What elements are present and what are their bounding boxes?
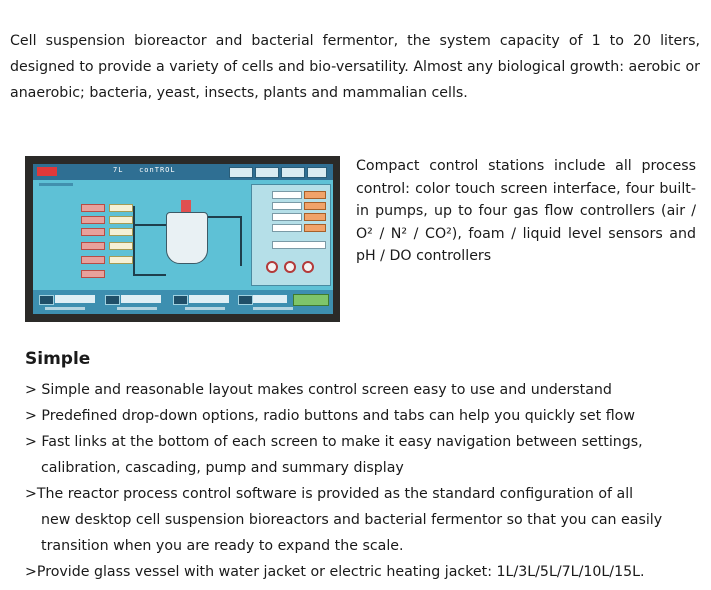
process-tag: [81, 204, 105, 212]
screen-title: 7L conTROL: [113, 166, 176, 174]
process-line: [133, 274, 166, 276]
parameter-field: [272, 202, 302, 210]
vessel-motor: [181, 200, 191, 212]
process-tag: [109, 242, 133, 250]
touch-screen-display: [33, 164, 333, 314]
section-heading: Simple: [25, 349, 91, 369]
screen-nav-field: [189, 295, 229, 303]
parameter-panel: [251, 184, 331, 286]
screen-confirm-button: [293, 294, 329, 306]
process-tag: [81, 242, 105, 250]
screen-nav-label: [45, 307, 85, 310]
pressure-gauge-icon: [266, 261, 278, 273]
parameter-field: [272, 191, 302, 199]
parameter-field: [272, 224, 302, 232]
process-line: [240, 216, 242, 266]
screen-nav-label: [253, 307, 293, 310]
process-tag: [109, 204, 133, 212]
screen-nav-field: [55, 295, 95, 303]
parameter-field: [272, 241, 326, 249]
screen-tab-button: [307, 167, 327, 178]
feature-item: >The reactor process control software is provided as the standard configuration of all new desktop cell suspension bioreactors and bacterial fermentor so that you can easily transition when you are ready to expand the scale.: [25, 486, 663, 554]
screen-tab-button: [229, 167, 253, 178]
process-tag: [109, 228, 133, 236]
screen-nav-label: [185, 307, 225, 310]
process-tag: [81, 256, 105, 264]
screen-header-bar: [33, 164, 333, 180]
logo-icon: [37, 167, 57, 176]
process-tag: [81, 216, 105, 224]
parameter-field: [304, 202, 326, 210]
screen-nav-field: [253, 295, 287, 303]
parameter-field: [272, 213, 302, 221]
process-tag: [109, 216, 133, 224]
screen-tab-button: [255, 167, 279, 178]
pressure-gauge-icon: [284, 261, 296, 273]
process-line: [206, 216, 242, 218]
screen-tab-button: [281, 167, 305, 178]
parameter-field: [304, 213, 326, 221]
screen-subtitle-bar: [39, 183, 73, 186]
screen-nav-label: [117, 307, 157, 310]
screen-nav-button: [238, 295, 253, 305]
feature-item: >Provide glass vessel with water jacket or electric heating jacket: 1L/3L/5L/7L/10L/15L.: [25, 564, 645, 580]
intro-paragraph: Cell suspension bioreactor and bacterial fermentor, the system capacity of 1 to 20 liters, designed to provide a variety of cells and bio-versatility. Almost any biological growth: aerobic or anaerobic; bacteria, yeast, insects, plants and mammalian cells.: [10, 33, 700, 101]
screen-nav-button: [39, 295, 54, 305]
process-tag: [109, 256, 133, 264]
screen-nav-field: [121, 295, 161, 303]
parameter-field: [304, 224, 326, 232]
screen-nav-button: [173, 295, 188, 305]
process-tag: [81, 228, 105, 236]
screen-bottom-bar: [33, 290, 333, 314]
reactor-vessel: [166, 212, 208, 264]
pressure-gauge-icon: [302, 261, 314, 273]
process-line: [133, 224, 166, 226]
feature-item: > Predefined drop-down options, radio buttons and tabs can help you quickly set flow: [25, 408, 635, 424]
screen-nav-button: [105, 295, 120, 305]
process-line: [133, 206, 135, 276]
control-station-photo: [25, 156, 340, 322]
process-tag: [81, 270, 105, 278]
feature-list: [25, 377, 705, 585]
feature-item: > Fast links at the bottom of each screen to make it easy navigation between settings, calibration, cascading, pump and summary display: [25, 434, 643, 476]
compact-stations-description: Compact control stations include all process control: color touch screen interface, four built-in pumps, up to four gas flow controllers (air / O² / N² / CO²), foam / liquid level sensors and pH / DO controllers: [356, 158, 696, 264]
feature-item: > Simple and reasonable layout makes control screen easy to use and understand: [25, 382, 612, 398]
parameter-field: [304, 191, 326, 199]
